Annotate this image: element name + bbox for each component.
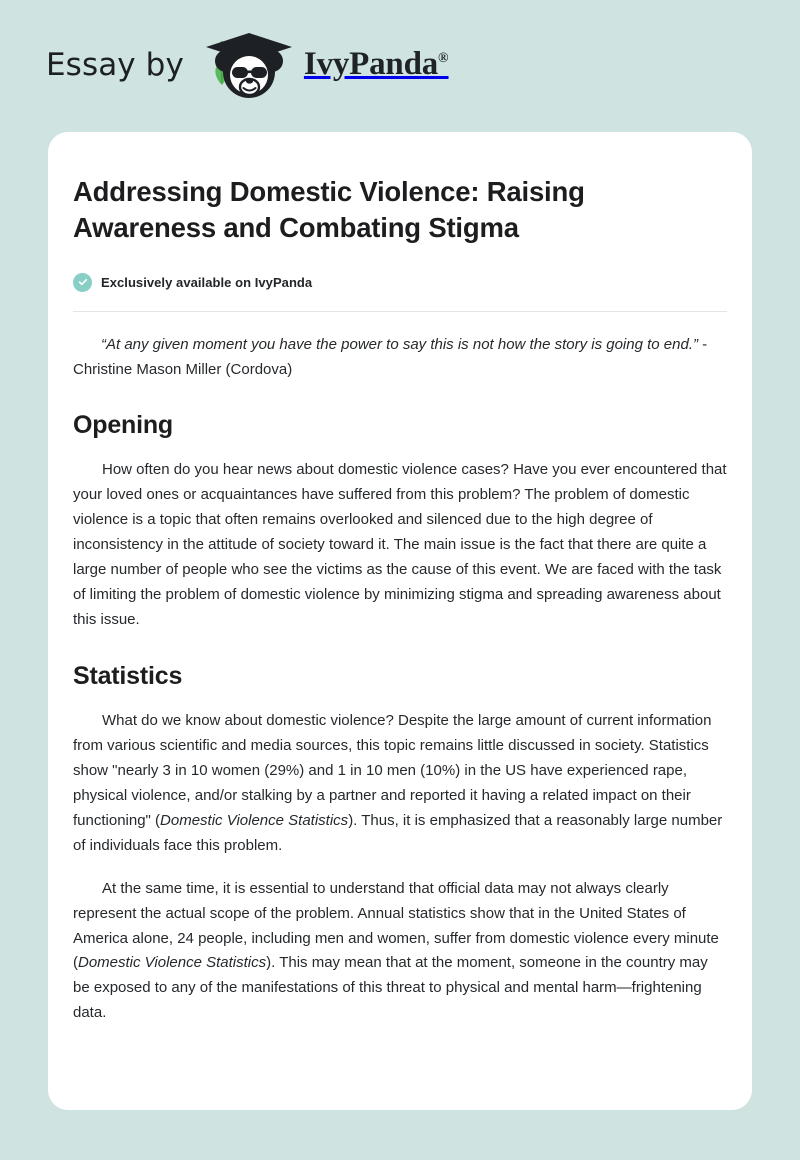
section-opening (73, 410, 727, 633)
essay-card (48, 132, 752, 1110)
brand-header (0, 0, 800, 132)
paragraph: How often do you hear news about domestic violence cases? Have you ever encountered that your loved ones or acquaintances have suffered from this problem? The problem of domestic violence is a topic that often remains overlooked and silenced due to the high degree of inconsistency in the attitude of society toward it. The main issue is the fact that there are quite a large number of people who see the victims as the cause of this event. We are faced with the task of limiting the problem of domestic violence by minimizing stigma and spreading awareness about this issue. (73, 460, 727, 628)
section-heading-statistics: Statistics (73, 661, 183, 690)
essay-title: Addressing Domestic Violence: Raising Awareness and Combating Stigma (73, 176, 585, 244)
registered-trademark-mark: ® (438, 51, 449, 66)
paragraph: At the same time, it is essential to understand that official data may not always clearly represent the actual scope of the problem. Annual statistics show that in the United States of America alone, 24 people, including men and women, suffer from domestic violence every minute (Domestic Violence Statistics). This may mean that at the moment, someone in the country may be exposed to any of the manifestations of this threat to physical and mental harm—frightening data. (73, 879, 719, 1022)
section-statistics (73, 661, 727, 1027)
ivypanda-panda-graduate-logo-icon (202, 27, 298, 106)
exclusive-availability-badge (73, 273, 727, 292)
header-divider (73, 311, 727, 312)
essay-by-label: Essay by (46, 46, 184, 83)
epigraph (73, 332, 727, 382)
check-circle-icon (73, 273, 92, 292)
section-heading-opening: Opening (73, 410, 173, 439)
ivypanda-wordmark (304, 48, 449, 84)
exclusive-availability-label: Exclusively available on IvyPanda (101, 274, 313, 290)
ivypanda-logo-link[interactable] (202, 27, 449, 106)
wordmark-text: IvyPanda (303, 46, 439, 82)
epigraph-attribution: - Christine Mason Miller (Cordova) (73, 335, 708, 378)
paragraph: What do we know about domestic violence? Despite the large amount of current information from various scientific and media sources, this topic remains little discussed in society. Statistics show "nearly 3 in 10 women (29%) and 1 in 10 men (10%) in the US have experienced rape, physical violence, and/or stalking by a partner and reported it having a related impact on their functioning" (Domestic Violence Statistics). Thus, it is emphasized that a reasonably large number of individuals face this problem. (73, 711, 723, 854)
epigraph-quote: “At any given moment you have the power to say this is not how the story is going to end.” (101, 335, 698, 353)
